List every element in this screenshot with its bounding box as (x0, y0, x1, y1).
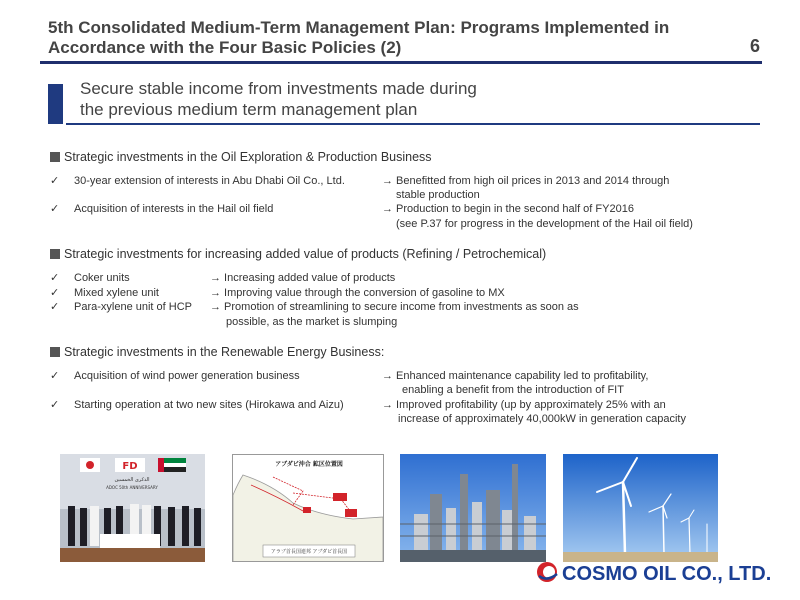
item-result-cont: (see P.37 for progress in the development of the Hail oil field) (396, 218, 693, 230)
company-logo (536, 560, 776, 584)
item-result: → Promotion of streamlining to secure income from investments as soon as (210, 301, 579, 313)
logo-text: COSMO OIL CO., LTD. (562, 563, 772, 584)
map-illustration (233, 455, 384, 562)
section-heading: Strategic investments in the Oil Exploration & Production Business (64, 150, 432, 164)
item-label: Para-xylene unit of HCP (74, 301, 192, 313)
banner-caption: ADOC 50th ANNIVERSARY (106, 485, 158, 490)
wind-turbine-photo (563, 454, 718, 562)
item-result: → Production to begin in the second half of FY2016 (382, 203, 634, 215)
item-result: → Increasing added value of products (210, 272, 396, 284)
section-heading: Strategic investments for increasing added value of products (Refining / Petrochemical) (64, 247, 547, 261)
slide-title (48, 18, 758, 58)
item-label: Coker units (74, 272, 130, 284)
map-title: アブダビ沖合 鉱区位置図 (275, 461, 343, 468)
check-icon: ✓ (50, 203, 60, 215)
item-label: Acquisition of wind power generation business (74, 370, 300, 382)
item-label: 30-year extension of interests in Abu Dhabi Oil Co., Ltd. (74, 175, 345, 187)
item-result-cont: stable production (396, 189, 480, 201)
subtitle-divider (66, 123, 760, 125)
title-line-1: 5th Consolidated Medium-Term Management Plan: Programs Implemented in (48, 18, 670, 37)
item-label: Starting operation at two new sites (Hirokawa and Aizu) (74, 399, 344, 411)
check-icon: ✓ (50, 287, 60, 299)
title-line-2: Accordance with the Four Basic Policies (2) (48, 38, 402, 57)
item-result: → Enhanced maintenance capability led to profitability, (382, 370, 649, 382)
item-result-cont: possible, as the market is slumping (226, 316, 398, 328)
refinery-photo (400, 454, 546, 562)
ceremony-illustration (60, 454, 205, 562)
oil-field-map (232, 454, 384, 562)
check-icon: ✓ (50, 370, 60, 382)
check-icon: ✓ (50, 272, 60, 284)
item-label: Mixed xylene unit (74, 287, 159, 299)
section-oil-exploration (50, 150, 432, 164)
subtitle (80, 78, 477, 120)
section-refining-petrochemical (50, 247, 546, 261)
wind-turbine-illustration (563, 454, 718, 562)
subtitle-line-2: the previous medium term management plan (80, 100, 418, 119)
map-caption: アラブ首長国連邦 アブダビ首長国 (270, 549, 348, 555)
item-result: → Benefitted from high oil prices in 2013 and 2014 through (382, 175, 670, 187)
title-divider (40, 61, 762, 64)
item-result: → Improving value through the conversion of gasoline to MX (210, 287, 505, 299)
item-result-cont: enabling a benefit from the introduction of FIT (402, 384, 624, 396)
section-heading: Strategic investments in the Renewable Energy Business: (64, 345, 385, 359)
square-bullet-icon (50, 249, 60, 259)
page-number: 6 (749, 36, 760, 56)
refinery-illustration (400, 454, 546, 562)
subtitle-accent-bar (48, 84, 63, 124)
subtitle-line-1: Secure stable income from investments made during (80, 79, 477, 98)
check-icon: ✓ (50, 301, 60, 313)
banner-text: الذكرى الخمسين (114, 477, 150, 483)
ceremony-photo (60, 454, 205, 562)
item-label: Acquisition of interests in the Hail oil field (74, 203, 274, 215)
check-icon: ✓ (50, 399, 60, 411)
section-renewable-energy (50, 345, 384, 359)
square-bullet-icon (50, 347, 60, 357)
item-result: → Improved profitability (up by approximately 25% with an (382, 399, 666, 411)
check-icon: ✓ (50, 175, 60, 187)
item-result-cont: increase of approximately 40,000kW in generation capacity (398, 413, 686, 425)
square-bullet-icon (50, 152, 60, 162)
svg-text:FD: FD (122, 461, 138, 472)
cosmo-logo-icon (536, 560, 776, 584)
